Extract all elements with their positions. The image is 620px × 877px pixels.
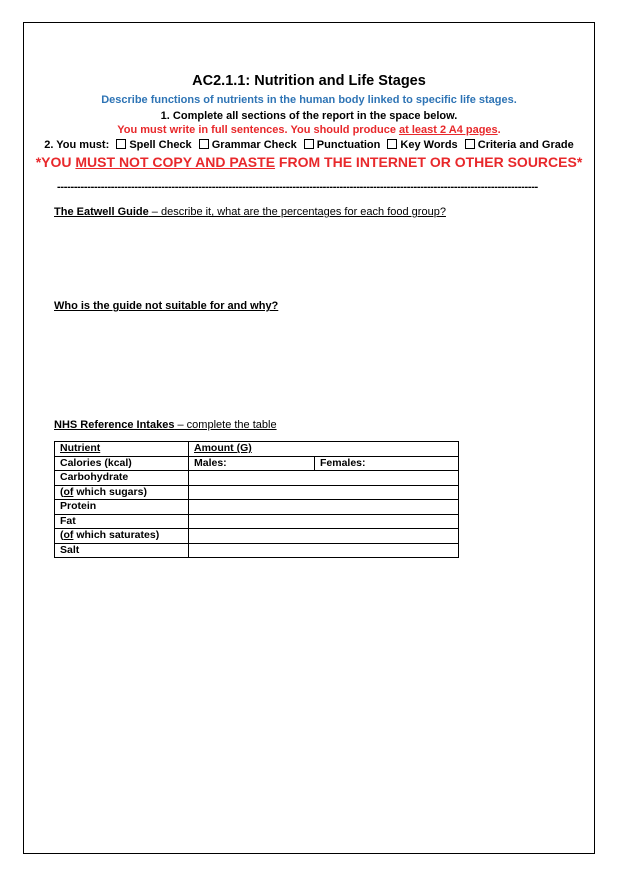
not-suitable-question: Who is the guide not suitable for and why?: [54, 300, 279, 312]
saturates-of: of: [63, 529, 74, 542]
eatwell-guide-bold: The Eatwell Guide: [54, 206, 149, 218]
carbohydrate-value-cell[interactable]: [189, 471, 459, 486]
instruction-red-prefix: You must write in full sentences. You should produce: [117, 124, 400, 136]
amount-column-header: Amount (G): [189, 442, 459, 457]
checklist-line: [23, 139, 595, 151]
row-label-protein: Protein: [55, 500, 189, 515]
sugars-rest: which sugars): [73, 485, 147, 498]
document-subtitle: Describe functions of nutrients in the human body linked to specific life stages.: [101, 94, 517, 106]
row-label-salt: Salt: [55, 543, 189, 558]
table-row: [55, 529, 459, 544]
instruction-red-underlined: at least 2 A4 pages: [399, 124, 498, 136]
document-title: AC2.1.1: Nutrition and Life Stages: [192, 73, 426, 89]
checkbox-key-words[interactable]: [387, 139, 397, 149]
sugars-value-cell[interactable]: [189, 485, 459, 500]
protein-value-cell[interactable]: [189, 500, 459, 515]
row-label-sugars: (of which sugars): [55, 485, 189, 500]
nutrient-column-header: Nutrient: [55, 442, 189, 457]
fat-value-cell[interactable]: [189, 514, 459, 529]
dashed-divider: -----------------------------------------------------------------------------------------------------------------------------------------------: [57, 181, 538, 193]
warning-underlined: MUST NOT COPY AND PASTE: [75, 154, 276, 170]
saturates-rest: which saturates): [73, 529, 160, 542]
checklist-spell-check: Spell Check: [129, 139, 192, 151]
table-row: [55, 514, 459, 529]
reference-intakes-table: [54, 441, 459, 558]
males-cell[interactable]: Males:: [189, 456, 315, 471]
not-suitable-heading: [54, 300, 278, 312]
table-row: [55, 500, 459, 515]
checklist-grammar-check: Grammar Check: [211, 139, 297, 151]
instruction-complete-sections: 1. Complete all sections of the report in the space below.: [160, 110, 458, 122]
nhs-reference-bold: NHS Reference Intakes: [54, 419, 175, 431]
table-row: [55, 485, 459, 500]
checkbox-spell-check[interactable]: [116, 139, 126, 149]
eatwell-guide-question: – describe it, what are the percentages for each food group?: [148, 206, 446, 218]
table-row: [55, 456, 459, 471]
row-label-carbohydrate: Carbohydrate: [55, 471, 189, 486]
checkbox-punctuation[interactable]: [304, 139, 314, 149]
warning-prefix: *YOU: [35, 154, 76, 170]
salt-value-cell[interactable]: [189, 543, 459, 558]
table-row: [55, 471, 459, 486]
nhs-reference-instruction: – complete the table: [174, 419, 277, 431]
row-label-calories: Calories (kcal): [55, 456, 189, 471]
sugars-of: of: [63, 485, 74, 498]
checkbox-criteria-grade[interactable]: [465, 139, 475, 149]
row-label-saturates: (of which saturates): [55, 529, 189, 544]
eatwell-guide-heading: [54, 206, 446, 218]
checklist-punctuation: Punctuation: [316, 139, 381, 151]
must-label: 2. You must:: [44, 139, 110, 151]
saturates-value-cell[interactable]: [189, 529, 459, 544]
row-label-fat: Fat: [55, 514, 189, 529]
table-header-row: [55, 442, 459, 457]
females-cell[interactable]: Females:: [315, 456, 459, 471]
instruction-red-suffix: .: [497, 124, 501, 136]
checklist-key-words: Key Words: [400, 139, 458, 151]
table-row: [55, 543, 459, 558]
copy-paste-warning: [23, 154, 595, 170]
warning-suffix: FROM THE INTERNET OR OTHER SOURCES*: [275, 154, 583, 170]
nhs-reference-heading: [54, 419, 277, 431]
checklist-criteria-grade: Criteria and Grade: [477, 139, 574, 151]
instruction-full-sentences: [23, 124, 595, 136]
checkbox-grammar-check[interactable]: [199, 139, 209, 149]
